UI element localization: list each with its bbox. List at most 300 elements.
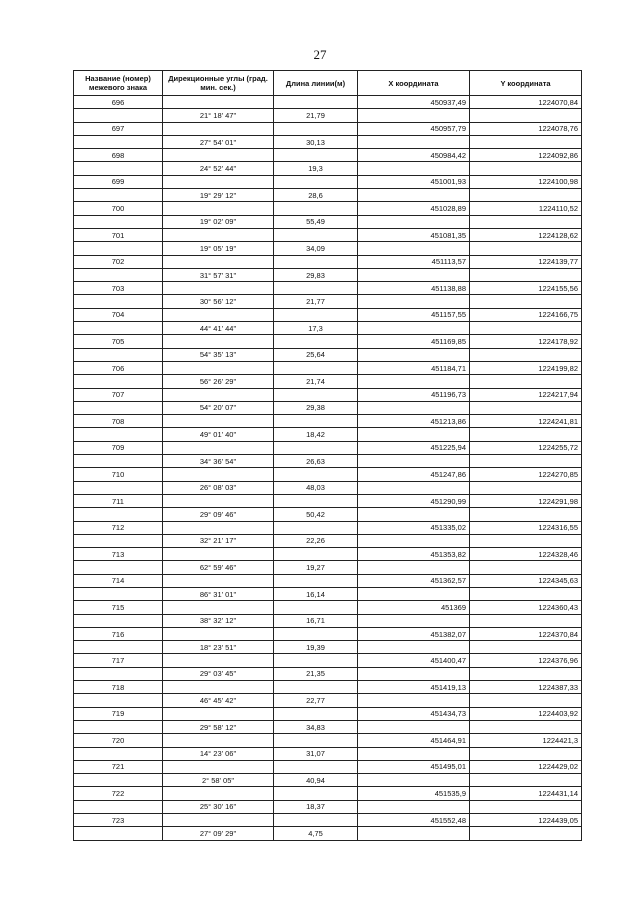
cell-y: 1224370,84 xyxy=(470,627,582,640)
cell-length xyxy=(274,814,358,827)
cell-y: 1224328,46 xyxy=(470,548,582,561)
cell-length xyxy=(274,760,358,773)
cell-y xyxy=(470,774,582,787)
table-row xyxy=(74,681,582,694)
cell-x xyxy=(358,189,470,202)
table-row xyxy=(74,361,582,374)
cell-name xyxy=(74,587,163,600)
cell-length: 26,63 xyxy=(274,455,358,468)
cell-length xyxy=(274,601,358,614)
cell-angle: 19° 02' 09" xyxy=(163,215,274,228)
cell-y xyxy=(470,827,582,840)
cell-y: 1224316,55 xyxy=(470,521,582,534)
cell-name xyxy=(74,561,163,574)
cell-name xyxy=(74,641,163,654)
cell-length: 16,71 xyxy=(274,614,358,627)
cell-y: 1224178,92 xyxy=(470,335,582,348)
cell-name: 719 xyxy=(74,707,163,720)
cell-angle: 19° 05' 19" xyxy=(163,242,274,255)
cell-angle: 29° 58' 12" xyxy=(163,720,274,733)
cell-angle: 62° 59' 46" xyxy=(163,561,274,574)
table-row xyxy=(74,734,582,747)
table-row xyxy=(74,428,582,441)
cell-name: 717 xyxy=(74,654,163,667)
table-row xyxy=(74,455,582,468)
cell-angle xyxy=(163,282,274,295)
cell-name: 703 xyxy=(74,282,163,295)
cell-x: 451247,86 xyxy=(358,468,470,481)
cell-name: 701 xyxy=(74,228,163,241)
table-row xyxy=(74,827,582,840)
cell-x: 450957,79 xyxy=(358,122,470,135)
cell-name xyxy=(74,242,163,255)
cell-x: 451138,88 xyxy=(358,282,470,295)
cell-name: 699 xyxy=(74,175,163,188)
cell-angle: 21° 18' 47" xyxy=(163,109,274,122)
cell-angle: 44° 41' 44" xyxy=(163,322,274,335)
cell-name: 708 xyxy=(74,415,163,428)
table-row xyxy=(74,508,582,521)
cell-y: 1224139,77 xyxy=(470,255,582,268)
cell-angle xyxy=(163,468,274,481)
cell-y xyxy=(470,508,582,521)
cell-x: 451382,07 xyxy=(358,627,470,640)
cell-y: 1224421,3 xyxy=(470,734,582,747)
cell-y: 1224291,98 xyxy=(470,494,582,507)
table-row xyxy=(74,109,582,122)
cell-length: 22,26 xyxy=(274,534,358,547)
cell-y xyxy=(470,268,582,281)
cell-name: 704 xyxy=(74,308,163,321)
cell-x xyxy=(358,641,470,654)
table-row xyxy=(74,787,582,800)
table-row xyxy=(74,401,582,414)
cell-name xyxy=(74,135,163,148)
cell-angle: 31° 57' 31" xyxy=(163,268,274,281)
header-length: Длина линии(м) xyxy=(274,71,358,96)
cell-x xyxy=(358,667,470,680)
cell-x: 451157,55 xyxy=(358,308,470,321)
cell-length: 21,35 xyxy=(274,667,358,680)
cell-name xyxy=(74,800,163,813)
cell-x xyxy=(358,587,470,600)
cell-length: 25,64 xyxy=(274,348,358,361)
table-row xyxy=(74,587,582,600)
cell-name: 721 xyxy=(74,760,163,773)
cell-x xyxy=(358,375,470,388)
cell-length: 21,77 xyxy=(274,295,358,308)
cell-y xyxy=(470,295,582,308)
cell-name: 713 xyxy=(74,548,163,561)
cell-x xyxy=(358,827,470,840)
header-y: Y координата xyxy=(470,71,582,96)
cell-name: 715 xyxy=(74,601,163,614)
table-body xyxy=(74,96,582,841)
table-row xyxy=(74,720,582,733)
cell-name xyxy=(74,614,163,627)
cell-angle xyxy=(163,601,274,614)
cell-length: 4,75 xyxy=(274,827,358,840)
cell-angle xyxy=(163,308,274,321)
cell-x xyxy=(358,428,470,441)
cell-y: 1224110,52 xyxy=(470,202,582,215)
table-row xyxy=(74,694,582,707)
cell-x xyxy=(358,348,470,361)
table-row xyxy=(74,228,582,241)
cell-angle xyxy=(163,149,274,162)
cell-angle xyxy=(163,654,274,667)
cell-x xyxy=(358,720,470,733)
cell-y xyxy=(470,375,582,388)
cell-y xyxy=(470,455,582,468)
cell-x: 451290,99 xyxy=(358,494,470,507)
cell-y: 1224155,56 xyxy=(470,282,582,295)
cell-length xyxy=(274,388,358,401)
cell-name xyxy=(74,827,163,840)
cell-length: 19,39 xyxy=(274,641,358,654)
cell-angle: 56° 26' 29" xyxy=(163,375,274,388)
cell-angle xyxy=(163,707,274,720)
cell-name: 705 xyxy=(74,335,163,348)
cell-angle xyxy=(163,122,274,135)
cell-length: 31,07 xyxy=(274,747,358,760)
table-row xyxy=(74,96,582,109)
cell-y xyxy=(470,614,582,627)
cell-x: 451081,35 xyxy=(358,228,470,241)
cell-x xyxy=(358,774,470,787)
cell-x xyxy=(358,135,470,148)
table-row xyxy=(74,800,582,813)
table-row xyxy=(74,747,582,760)
cell-y xyxy=(470,800,582,813)
table-row xyxy=(74,202,582,215)
cell-length: 21,74 xyxy=(274,375,358,388)
cell-length: 48,03 xyxy=(274,481,358,494)
table-row xyxy=(74,707,582,720)
cell-length: 34,83 xyxy=(274,720,358,733)
cell-x: 451464,91 xyxy=(358,734,470,747)
table-row xyxy=(74,375,582,388)
cell-y: 1224166,75 xyxy=(470,308,582,321)
cell-length: 16,14 xyxy=(274,587,358,600)
cell-length xyxy=(274,627,358,640)
cell-length: 22,77 xyxy=(274,694,358,707)
table-row xyxy=(74,814,582,827)
cell-x xyxy=(358,534,470,547)
cell-angle: 24° 52' 44" xyxy=(163,162,274,175)
table-row xyxy=(74,268,582,281)
cell-length xyxy=(274,228,358,241)
cell-y: 1224092,86 xyxy=(470,149,582,162)
cell-angle: 32° 21' 17" xyxy=(163,534,274,547)
cell-length xyxy=(274,707,358,720)
cell-length xyxy=(274,494,358,507)
cell-x: 451495,01 xyxy=(358,760,470,773)
cell-y: 1224078,76 xyxy=(470,122,582,135)
cell-x xyxy=(358,455,470,468)
cell-name: 709 xyxy=(74,441,163,454)
cell-x xyxy=(358,401,470,414)
cell-angle: 86° 31' 01" xyxy=(163,587,274,600)
cell-length xyxy=(274,202,358,215)
cell-name xyxy=(74,401,163,414)
cell-length: 29,38 xyxy=(274,401,358,414)
cell-name xyxy=(74,189,163,202)
cell-angle xyxy=(163,521,274,534)
coordinates-table xyxy=(73,70,582,841)
cell-name: 712 xyxy=(74,521,163,534)
cell-y xyxy=(470,747,582,760)
cell-x: 450937,49 xyxy=(358,96,470,109)
table-row xyxy=(74,760,582,773)
cell-y xyxy=(470,189,582,202)
cell-name xyxy=(74,295,163,308)
table-row xyxy=(74,561,582,574)
cell-length xyxy=(274,654,358,667)
cell-x xyxy=(358,215,470,228)
table-row xyxy=(74,122,582,135)
cell-x: 451335,02 xyxy=(358,521,470,534)
cell-x xyxy=(358,614,470,627)
cell-angle xyxy=(163,787,274,800)
cell-angle xyxy=(163,361,274,374)
table-header-row xyxy=(74,71,582,96)
cell-y xyxy=(470,694,582,707)
cell-x: 451225,94 xyxy=(358,441,470,454)
cell-angle xyxy=(163,814,274,827)
cell-x xyxy=(358,508,470,521)
header-name: Название (номер) межевого знака xyxy=(74,71,163,96)
cell-angle xyxy=(163,255,274,268)
cell-y: 1224128,62 xyxy=(470,228,582,241)
cell-angle xyxy=(163,760,274,773)
cell-name xyxy=(74,508,163,521)
cell-length: 28,6 xyxy=(274,189,358,202)
cell-x: 451434,73 xyxy=(358,707,470,720)
cell-length: 34,09 xyxy=(274,242,358,255)
cell-angle: 19° 29' 12" xyxy=(163,189,274,202)
cell-length xyxy=(274,548,358,561)
cell-angle xyxy=(163,228,274,241)
cell-length: 29,83 xyxy=(274,268,358,281)
cell-x xyxy=(358,481,470,494)
cell-name: 723 xyxy=(74,814,163,827)
cell-angle xyxy=(163,175,274,188)
cell-name xyxy=(74,428,163,441)
cell-name xyxy=(74,375,163,388)
cell-x xyxy=(358,747,470,760)
cell-name: 718 xyxy=(74,681,163,694)
cell-name: 700 xyxy=(74,202,163,215)
cell-length xyxy=(274,361,358,374)
cell-y xyxy=(470,322,582,335)
cell-x xyxy=(358,800,470,813)
cell-y xyxy=(470,135,582,148)
table-row xyxy=(74,654,582,667)
table-row xyxy=(74,162,582,175)
cell-angle: 29° 09' 46" xyxy=(163,508,274,521)
cell-name: 722 xyxy=(74,787,163,800)
cell-y: 1224217,94 xyxy=(470,388,582,401)
cell-length xyxy=(274,282,358,295)
cell-x xyxy=(358,109,470,122)
cell-angle: 49° 01' 40" xyxy=(163,428,274,441)
cell-name xyxy=(74,348,163,361)
cell-angle: 26° 08' 03" xyxy=(163,481,274,494)
cell-x: 450984,42 xyxy=(358,149,470,162)
cell-angle: 54° 20' 07" xyxy=(163,401,274,414)
cell-y: 1224345,63 xyxy=(470,574,582,587)
page-number: 27 xyxy=(313,47,327,62)
cell-angle: 14° 23' 06" xyxy=(163,747,274,760)
cell-y xyxy=(470,401,582,414)
table-row xyxy=(74,614,582,627)
table-row xyxy=(74,641,582,654)
cell-length: 30,13 xyxy=(274,135,358,148)
cell-length: 18,37 xyxy=(274,800,358,813)
cell-length: 21,79 xyxy=(274,109,358,122)
cell-length xyxy=(274,415,358,428)
cell-x: 451362,57 xyxy=(358,574,470,587)
cell-name: 720 xyxy=(74,734,163,747)
cell-x xyxy=(358,162,470,175)
cell-x: 451369 xyxy=(358,601,470,614)
cell-y xyxy=(470,587,582,600)
cell-y xyxy=(470,481,582,494)
cell-y: 1224100,98 xyxy=(470,175,582,188)
cell-angle xyxy=(163,548,274,561)
cell-name xyxy=(74,534,163,547)
cell-name: 714 xyxy=(74,574,163,587)
table-row xyxy=(74,149,582,162)
cell-name: 696 xyxy=(74,96,163,109)
cell-name: 698 xyxy=(74,149,163,162)
table-row xyxy=(74,494,582,507)
cell-length: 19,27 xyxy=(274,561,358,574)
cell-name xyxy=(74,694,163,707)
cell-x xyxy=(358,322,470,335)
cell-angle xyxy=(163,96,274,109)
cell-name xyxy=(74,481,163,494)
cell-length: 18,42 xyxy=(274,428,358,441)
cell-angle: 18° 23' 51" xyxy=(163,641,274,654)
table-row xyxy=(74,534,582,547)
cell-length xyxy=(274,734,358,747)
cell-y: 1224270,85 xyxy=(470,468,582,481)
cell-length: 19,3 xyxy=(274,162,358,175)
cell-name xyxy=(74,455,163,468)
cell-name: 716 xyxy=(74,627,163,640)
cell-name xyxy=(74,268,163,281)
cell-angle xyxy=(163,441,274,454)
cell-x xyxy=(358,694,470,707)
cell-angle xyxy=(163,574,274,587)
cell-length: 50,42 xyxy=(274,508,358,521)
cell-y: 1224431,14 xyxy=(470,787,582,800)
cell-angle: 46° 45' 42" xyxy=(163,694,274,707)
cell-y xyxy=(470,667,582,680)
cell-angle: 27° 09' 29" xyxy=(163,827,274,840)
cell-y xyxy=(470,109,582,122)
cell-y: 1224199,82 xyxy=(470,361,582,374)
cell-angle xyxy=(163,734,274,747)
table-row xyxy=(74,415,582,428)
cell-angle xyxy=(163,627,274,640)
cell-length xyxy=(274,787,358,800)
cell-y xyxy=(470,720,582,733)
cell-y xyxy=(470,534,582,547)
cell-length xyxy=(274,122,358,135)
cell-angle: 34° 36' 54" xyxy=(163,455,274,468)
cell-y xyxy=(470,215,582,228)
cell-y xyxy=(470,641,582,654)
cell-y: 1224241,81 xyxy=(470,415,582,428)
table-row xyxy=(74,574,582,587)
cell-x: 451028,89 xyxy=(358,202,470,215)
cell-name xyxy=(74,774,163,787)
cell-angle xyxy=(163,681,274,694)
table-row xyxy=(74,189,582,202)
cell-x: 451213,86 xyxy=(358,415,470,428)
cell-length xyxy=(274,574,358,587)
cell-x xyxy=(358,242,470,255)
cell-x: 451419,13 xyxy=(358,681,470,694)
table-row xyxy=(74,468,582,481)
cell-x: 451001,93 xyxy=(358,175,470,188)
table-row xyxy=(74,601,582,614)
cell-x xyxy=(358,268,470,281)
cell-length xyxy=(274,441,358,454)
table-row xyxy=(74,548,582,561)
cell-x: 451184,71 xyxy=(358,361,470,374)
cell-length xyxy=(274,255,358,268)
cell-y xyxy=(470,561,582,574)
cell-y: 1224429,02 xyxy=(470,760,582,773)
cell-angle: 54° 35' 13" xyxy=(163,348,274,361)
table-row xyxy=(74,175,582,188)
table-row xyxy=(74,627,582,640)
cell-length: 55,49 xyxy=(274,215,358,228)
cell-name: 711 xyxy=(74,494,163,507)
cell-angle: 25° 30' 16" xyxy=(163,800,274,813)
cell-name xyxy=(74,747,163,760)
table-row xyxy=(74,348,582,361)
cell-angle xyxy=(163,388,274,401)
cell-y: 1224439,05 xyxy=(470,814,582,827)
cell-y: 1224387,33 xyxy=(470,681,582,694)
table-row xyxy=(74,135,582,148)
cell-angle xyxy=(163,202,274,215)
cell-y: 1224070,84 xyxy=(470,96,582,109)
cell-length: 17,3 xyxy=(274,322,358,335)
cell-angle: 2° 58' 05" xyxy=(163,774,274,787)
cell-x: 451196,73 xyxy=(358,388,470,401)
table-row xyxy=(74,441,582,454)
cell-y: 1224360,43 xyxy=(470,601,582,614)
cell-x: 451353,82 xyxy=(358,548,470,561)
cell-x: 451400,47 xyxy=(358,654,470,667)
header-angle: Дирекционные углы (град. мин. сек.) xyxy=(163,71,274,96)
cell-length xyxy=(274,96,358,109)
cell-x: 451113,57 xyxy=(358,255,470,268)
cell-angle xyxy=(163,415,274,428)
cell-length xyxy=(274,308,358,321)
table-row xyxy=(74,255,582,268)
table-row xyxy=(74,388,582,401)
cell-x: 451169,85 xyxy=(358,335,470,348)
table-row xyxy=(74,667,582,680)
cell-x: 451535,9 xyxy=(358,787,470,800)
